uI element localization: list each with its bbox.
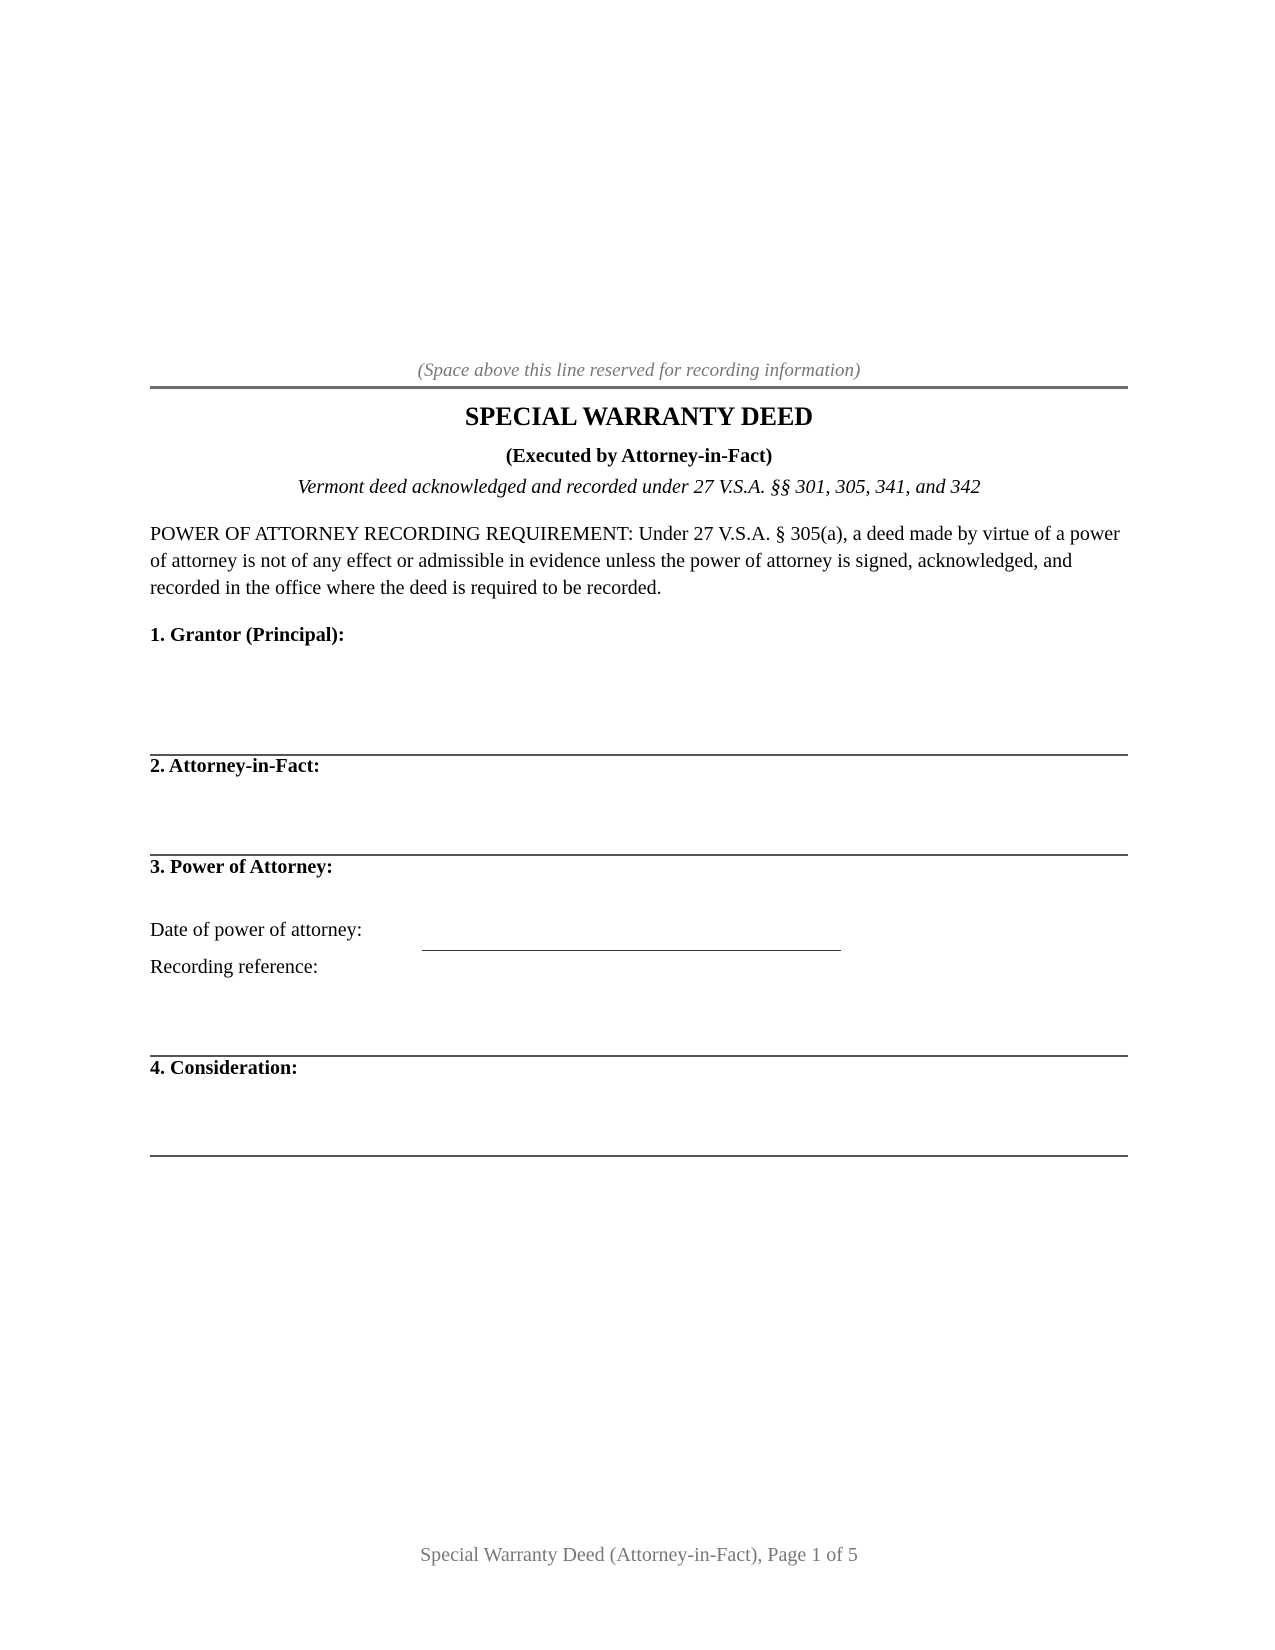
page-footer: Special Warranty Deed (Attorney-in-Fact), Page 1 of 5 xyxy=(420,1544,858,1566)
section-grantor-heading: 1. Grantor (Principal): xyxy=(150,624,345,646)
document-title: SPECIAL WARRANTY DEED xyxy=(464,402,814,431)
recording-divider xyxy=(150,386,1128,389)
section-attorney-in-fact-heading: 2. Attorney-in-Fact: xyxy=(150,755,320,777)
document-subtitle: (Executed by Attorney-in-Fact) xyxy=(505,445,773,467)
statute-reference: Vermont deed acknowledged and recorded under 27 V.S.A. §§ 301, 305, 341, and 342 xyxy=(297,476,981,498)
poa-recording-requirement: POWER OF ATTORNEY RECORDING REQUIREMENT: Under 27 V.S.A. § 305(a), a deed made by virtue of a power of attorney is not of any effect or admissible in evidence unless the power of attorney is signed, acknowledged, and recorded in the office where the deed is required to be recorded. xyxy=(150,523,1120,599)
recording-space-note: (Space above this line reserved for recording information) xyxy=(417,360,861,381)
section-consideration-heading: 4. Consideration: xyxy=(150,1057,298,1079)
consideration-fill-line[interactable] xyxy=(150,1155,1128,1157)
section-power-of-attorney-heading: 3. Power of Attorney: xyxy=(150,856,333,878)
poa-recording-reference-label: Recording reference: xyxy=(150,956,319,978)
poa-date-label: Date of power of attorney: xyxy=(150,919,363,941)
poa-date-field[interactable] xyxy=(422,950,841,951)
